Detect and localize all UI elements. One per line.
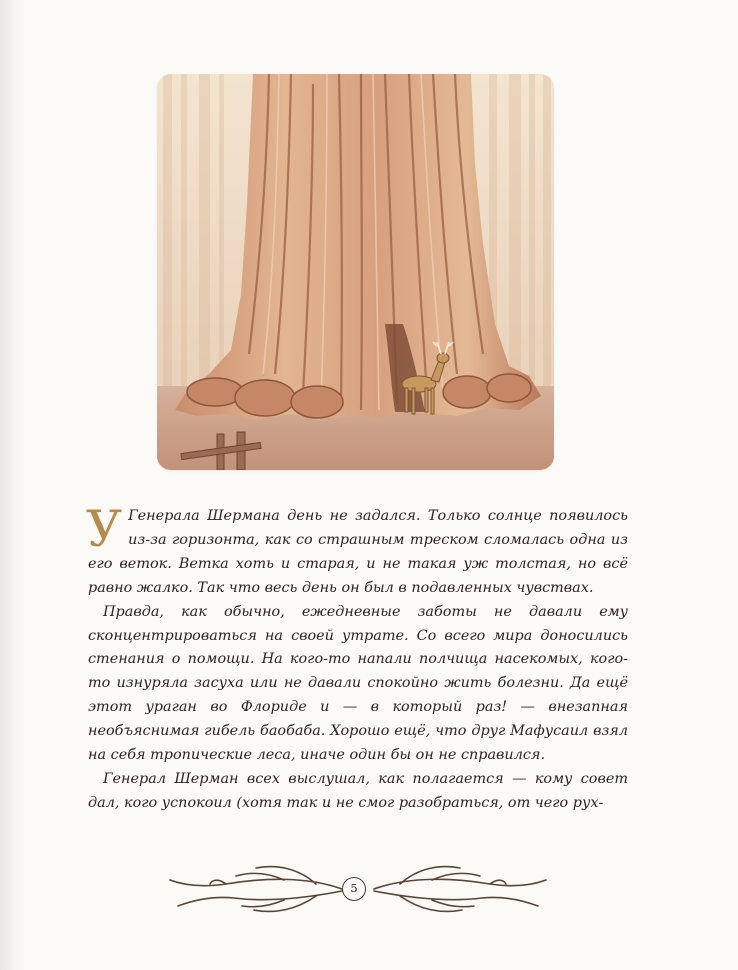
sequoia-illustration: [157, 74, 554, 470]
story-text: [86, 500, 628, 816]
drop-cap-letter: У: [86, 500, 123, 558]
paragraph-1-text: Генерала Шермана день не задался. Только солнце появилось из-за горизонта, как со страшным треском сломалась одна из его веток. Ветка хоть и старая, и не такая уж толстая, но всё равно жалко. Так что весь день он был в подавленных чувствах.: [88, 508, 628, 596]
sequoia-illustration-image: [157, 74, 554, 470]
page-number: 5: [342, 877, 366, 901]
paragraph-2: Правда, как обычно, ежедневные заботы не давали ему сконцентрироваться на своей утрате. Со всего мира доносились стенания о помощи. На кого-то напали полчища насекомых, кого-то изнуряла засуха или не давали спокойно жить болезни. Да ещё этот ураган во Флориде и — в который раз! — внезапная необъяснимая гибель баобаба. Хорошо ещё, что друг Мафусаил взял на себя тропические леса, иначе один бы он не справился.: [88, 603, 628, 764]
page-gutter-shadow: [0, 0, 26, 970]
paragraph-1: [86, 500, 628, 601]
paragraph-3: Генерал Шерман всех выслушал, как полагается — кому совет дал, кого успокоил (хотя так и не смог разобраться, от чего рух-: [88, 770, 628, 811]
